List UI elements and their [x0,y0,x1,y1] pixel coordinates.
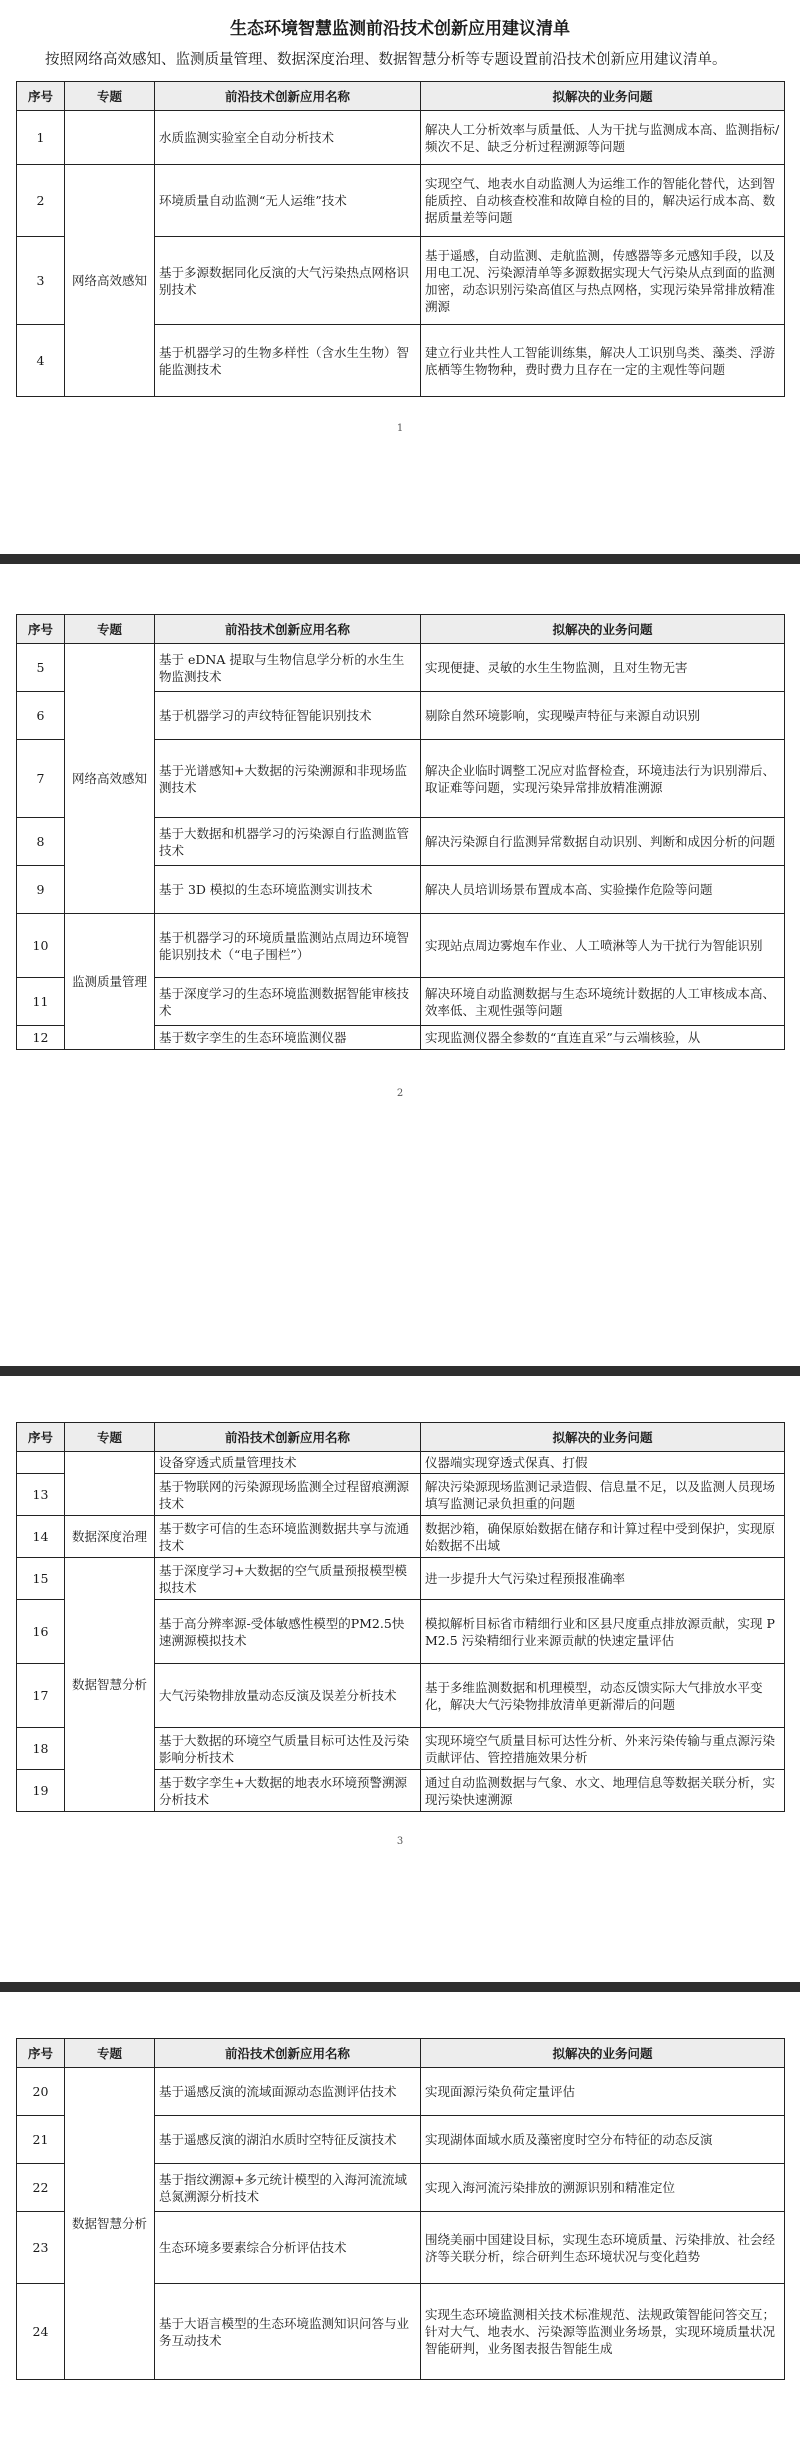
table-header-row [17,82,785,111]
row-no: 18 [17,1728,65,1770]
page-1 [0,0,800,520]
table-row [17,111,785,165]
row-name: 基于数字可信的生态环境监测数据共享与流通技术 [155,1516,421,1558]
row-name: 设备穿透式质量管理技术 [155,1452,421,1474]
page-4 [0,2038,800,2450]
table-row [17,644,785,692]
row-name: 基于机器学习的生物多样性（含水生生物）智能监测技术 [155,325,421,397]
topic-cell: 数据深度治理 [65,1516,155,1558]
row-name: 基于遥感反演的湖泊水质时空特征反演技术 [155,2116,421,2164]
row-issue: 进一步提升大气污染过程预报准确率 [421,1558,785,1600]
topic-cell: 监测质量管理 [65,914,155,1050]
table-header-row [17,1423,785,1452]
row-issue: 实现面源污染负荷定量评估 [421,2068,785,2116]
row-issue: 解决污染源自行监测异常数据自动识别、判断和成因分析的问题 [421,818,785,866]
header-issue: 拟解决的业务问题 [421,1423,785,1452]
row-no: 1 [17,111,65,165]
topic-cell: 数据智慧分析 [65,1558,155,1812]
row-issue: 解决污染源现场监测记录造假、信息量不足，以及监测人员现场填写监测记录负担重的问题 [421,1474,785,1516]
row-no: 8 [17,818,65,866]
row-name: 大气污染物排放量动态反演及误差分析技术 [155,1664,421,1728]
topic-cell: 网络高效感知 [65,644,155,914]
row-no: 7 [17,740,65,818]
table-row [17,165,785,237]
row-no: 9 [17,866,65,914]
row-no: 21 [17,2116,65,2164]
row-name: 基于数字孪生+大数据的地表水环境预警溯源分析技术 [155,1770,421,1812]
page-number: 3 [396,1836,404,1847]
table-row [17,1516,785,1558]
table-row [17,1452,785,1474]
table-page-3 [16,1422,785,1812]
row-issue: 围绕美丽中国建设目标，实现生态环境质量、污染排放、社会经济等关联分析，综合研判生态环境状况与变化趋势 [421,2212,785,2284]
page-2 [0,614,800,1366]
page-number: 2 [396,1088,404,1099]
row-name: 基于机器学习的环境质量监测站点周边环境智能识别技术（“电子围栏”） [155,914,421,978]
row-issue: 通过自动监测数据与气象、水文、地理信息等数据关联分析，实现污染快速溯源 [421,1770,785,1812]
row-issue: 实现生态环境监测相关技术标准规范、法规政策智能问答交互；针对大气、地表水、污染源等监测业务场景，实现环境质量状况智能研判，业务图表报告智能生成 [421,2284,785,2380]
document-title: 生态环境智慧监测前沿技术创新应用建议清单 [230,19,570,39]
header-no: 序号 [17,615,65,644]
row-name: 基于大数据和机器学习的污染源自行监测监管技术 [155,818,421,866]
row-issue: 解决企业临时调整工况应对监督检查，环境违法行为识别滞后、取证难等问题，实现污染异常排放精准溯源 [421,740,785,818]
header-no: 序号 [17,2039,65,2068]
row-no: 4 [17,325,65,397]
row-no: 10 [17,914,65,978]
row-issue: 仪器端实现穿透式保真、打假 [421,1452,785,1474]
row-issue: 剔除自然环境影响，实现噪声特征与来源自动识别 [421,692,785,740]
row-name: 基于高分辨率源-受体敏感性模型的PM2.5快速溯源模拟技术 [155,1600,421,1664]
row-name: 基于光谱感知+大数据的污染溯源和非现场监测技术 [155,740,421,818]
row-no: 16 [17,1600,65,1664]
topic-cell [65,111,155,165]
row-issue: 实现便捷、灵敏的水生生物监测，且对生物无害 [421,644,785,692]
row-name: 基于机器学习的声纹特征智能识别技术 [155,692,421,740]
header-no: 序号 [17,1423,65,1452]
header-issue: 拟解决的业务问题 [421,615,785,644]
table-page-2 [16,614,785,1050]
topic-cell: 网络高效感知 [65,165,155,397]
row-issue: 解决人员培训场景布置成本高、实验操作危险等问题 [421,866,785,914]
row-no: 6 [17,692,65,740]
row-name: 基于深度学习的生态环境监测数据智能审核技术 [155,978,421,1026]
row-issue: 解决人工分析效率与质量低、人为干扰与监测成本高、监测指标/频次不足、缺乏分析过程溯源等问题 [421,111,785,165]
header-topic: 专题 [65,615,155,644]
table-header-row [17,615,785,644]
row-name: 基于多源数据同化反演的大气污染热点网格识别技术 [155,237,421,325]
page-divider [0,1366,800,1376]
row-issue: 实现入海河流污染排放的溯源识别和精准定位 [421,2164,785,2212]
row-issue: 实现空气、地表水自动监测人为运维工作的智能化替代，达到智能质控、自动核查校准和故障自检的目的，解决运行成本高、数据质量差等问题 [421,165,785,237]
row-issue: 实现监测仪器全参数的“直连直采”与云端核验，从 [421,1026,785,1050]
row-issue: 建立行业共性人工智能训练集，解决人工识别鸟类、藻类、浮游底栖等生物物种，费时费力且存在一定的主观性等问题 [421,325,785,397]
row-name: 水质监测实验室全自动分析技术 [155,111,421,165]
row-no: 17 [17,1664,65,1728]
row-no: 23 [17,2212,65,2284]
row-name: 基于数字孪生的生态环境监测仪器 [155,1026,421,1050]
row-issue: 基于多维监测数据和机理模型，动态反馈实际大气排放水平变化，解决大气污染物排放清单更新滞后的问题 [421,1664,785,1728]
document-intro: 按照网络高效感知、监测质量管理、数据深度治理、数据智慧分析等专题设置前沿技术创新应用建议清单。 [45,52,727,68]
row-issue: 实现站点周边雾炮车作业、人工喷淋等人为干扰行为智能识别 [421,914,785,978]
row-issue: 数据沙箱，确保原始数据在储存和计算过程中受到保护，实现原始数据不出域 [421,1516,785,1558]
header-topic: 专题 [65,82,155,111]
row-issue: 实现湖体面域水质及藻密度时空分布特征的动态反演 [421,2116,785,2164]
row-no: 11 [17,978,65,1026]
header-no: 序号 [17,82,65,111]
row-no: 12 [17,1026,65,1050]
table-row [17,2068,785,2116]
row-no: 14 [17,1516,65,1558]
table-page-4 [16,2038,785,2380]
row-issue: 基于遥感，自动监测、走航监测，传感器等多元感知手段，以及用电工况、污染源清单等多源数据实现大气污染从点到面的监测加密，动态识别污染高值区与热点网格，实现污染异常排放精准溯源 [421,237,785,325]
row-no: 5 [17,644,65,692]
row-no: 19 [17,1770,65,1812]
row-no: 15 [17,1558,65,1600]
row-no: 24 [17,2284,65,2380]
row-name: 基于深度学习+大数据的空气质量预报模型模拟技术 [155,1558,421,1600]
row-no: 2 [17,165,65,237]
row-no: 20 [17,2068,65,2116]
header-name: 前沿技术创新应用名称 [155,2039,421,2068]
row-name: 基于大数据的环境空气质量目标可达性及污染影响分析技术 [155,1728,421,1770]
page-3 [0,1422,800,1982]
header-topic: 专题 [65,1423,155,1452]
row-no [17,1452,65,1474]
page-divider [0,554,800,564]
row-no: 3 [17,237,65,325]
header-issue: 拟解决的业务问题 [421,82,785,111]
header-issue: 拟解决的业务问题 [421,2039,785,2068]
header-name: 前沿技术创新应用名称 [155,82,421,111]
row-name: 环境质量自动监测“无人运维”技术 [155,165,421,237]
row-issue: 实现环境空气质量目标可达性分析、外来污染传输与重点源污染贡献评估、管控措施效果分析 [421,1728,785,1770]
header-name: 前沿技术创新应用名称 [155,615,421,644]
page-number: 1 [396,423,404,434]
header-name: 前沿技术创新应用名称 [155,1423,421,1452]
table-header-row [17,2039,785,2068]
table-row [17,914,785,978]
row-name: 基于物联网的污染源现场监测全过程留痕溯源技术 [155,1474,421,1516]
page-divider [0,1982,800,1992]
row-no: 13 [17,1474,65,1516]
row-name: 基于指纹溯源+多元统计模型的入海河流流域总氮溯源分析技术 [155,2164,421,2212]
row-issue: 解决环境自动监测数据与生态环境统计数据的人工审核成本高、效率低、主观性强等问题 [421,978,785,1026]
header-topic: 专题 [65,2039,155,2068]
topic-cell [65,1452,155,1516]
row-name: 基于 eDNA 提取与生物信息学分析的水生生物监测技术 [155,644,421,692]
row-name: 基于 3D 模拟的生态环境监测实训技术 [155,866,421,914]
row-name: 生态环境多要素综合分析评估技术 [155,2212,421,2284]
row-name: 基于大语言模型的生态环境监测知识问答与业务互动技术 [155,2284,421,2380]
row-name: 基于遥感反演的流域面源动态监测评估技术 [155,2068,421,2116]
table-row [17,1558,785,1600]
row-no: 22 [17,2164,65,2212]
table-page-1 [16,81,785,397]
row-issue: 模拟解析目标省市精细行业和区县尺度重点排放源贡献，实现 PM2.5 污染精细行业来源贡献的快速定量评估 [421,1600,785,1664]
topic-cell: 数据智慧分析 [65,2068,155,2380]
